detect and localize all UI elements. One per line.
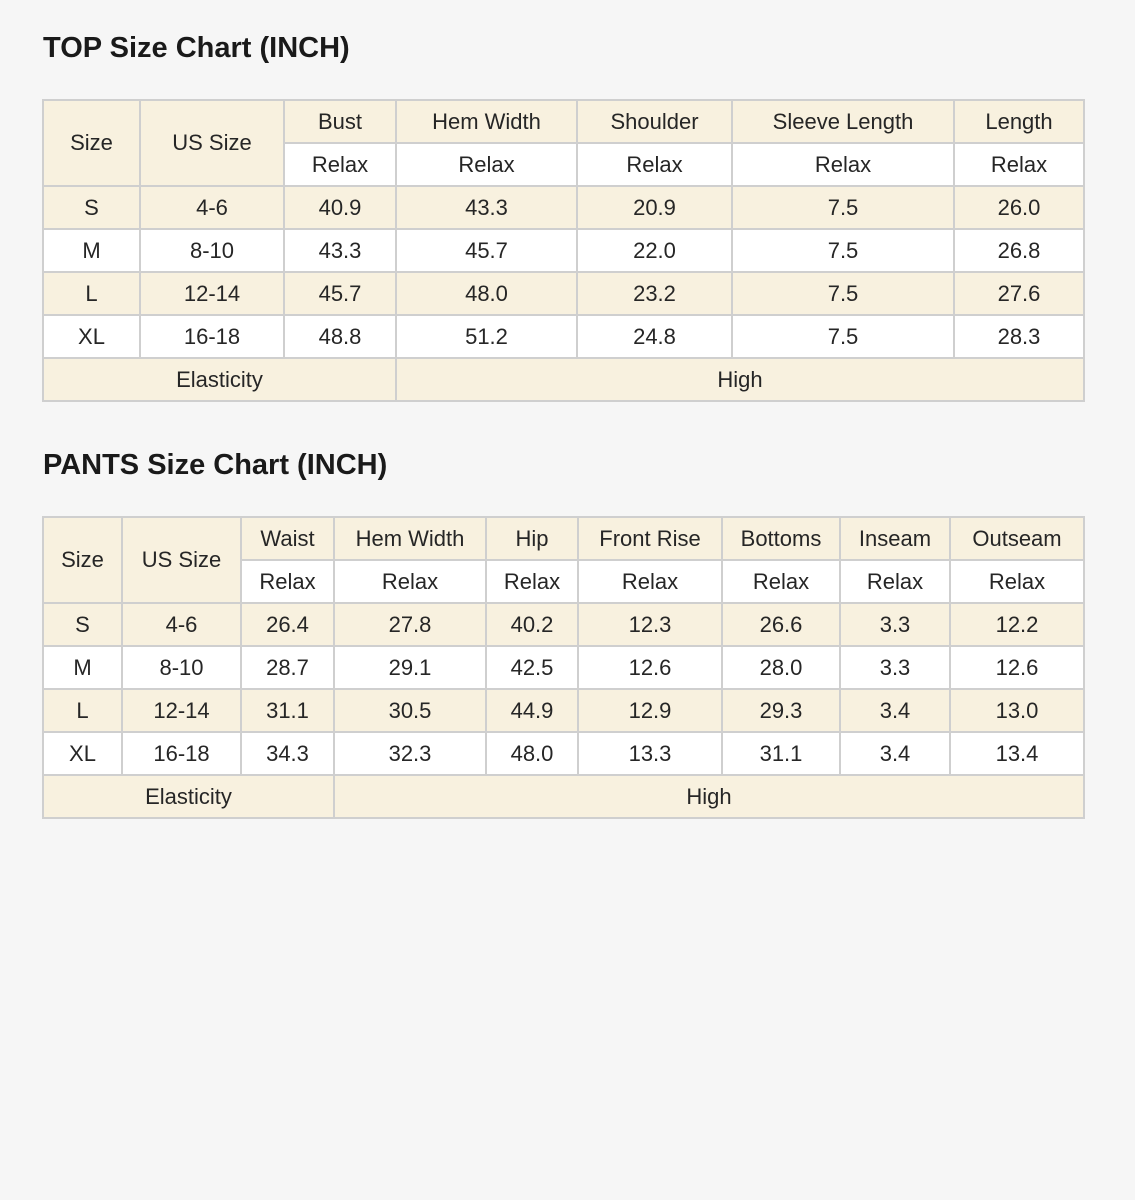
- hip-header: Hip: [486, 517, 578, 560]
- value-cell: 26.8: [954, 229, 1084, 272]
- value-cell: 12.6: [950, 646, 1084, 689]
- size-cell: L: [43, 272, 140, 315]
- value-cell: 45.7: [284, 272, 396, 315]
- value-cell: 12.6: [578, 646, 722, 689]
- bust-header: Bust: [284, 100, 396, 143]
- value-cell: 40.9: [284, 186, 396, 229]
- top-size-chart-title: TOP Size Chart (INCH): [43, 32, 350, 64]
- value-cell: 43.3: [396, 186, 577, 229]
- top-size-table: [42, 99, 1085, 402]
- us-size-cell: 16-18: [140, 315, 284, 358]
- value-cell: 7.5: [732, 229, 954, 272]
- value-cell: 13.4: [950, 732, 1084, 775]
- us-size-cell: 16-18: [122, 732, 241, 775]
- table-row: [43, 732, 1084, 775]
- table-row: [43, 689, 1084, 732]
- outseam-header: Outseam: [950, 517, 1084, 560]
- fit-label: Relax: [241, 560, 334, 603]
- us-size-cell: 12-14: [122, 689, 241, 732]
- size-cell: L: [43, 689, 122, 732]
- value-cell: 12.2: [950, 603, 1084, 646]
- table-header-row: [43, 517, 1084, 560]
- fit-label: Relax: [732, 143, 954, 186]
- value-cell: 29.1: [334, 646, 486, 689]
- pants-size-table: [42, 516, 1085, 819]
- fit-label: Relax: [722, 560, 840, 603]
- value-cell: 44.9: [486, 689, 578, 732]
- elasticity-label: Elasticity: [43, 775, 334, 818]
- value-cell: 12.9: [578, 689, 722, 732]
- table-row: [43, 272, 1084, 315]
- us-size-cell: 4-6: [140, 186, 284, 229]
- elasticity-label: Elasticity: [43, 358, 396, 401]
- value-cell: 34.3: [241, 732, 334, 775]
- inseam-header: Inseam: [840, 517, 950, 560]
- value-cell: 45.7: [396, 229, 577, 272]
- value-cell: 27.6: [954, 272, 1084, 315]
- value-cell: 30.5: [334, 689, 486, 732]
- value-cell: 31.1: [722, 732, 840, 775]
- hem-width-header: Hem Width: [396, 100, 577, 143]
- value-cell: 3.3: [840, 646, 950, 689]
- us-size-cell: 12-14: [140, 272, 284, 315]
- fit-label: Relax: [396, 143, 577, 186]
- table-header-row: [43, 100, 1084, 143]
- length-header: Length: [954, 100, 1084, 143]
- size-cell: M: [43, 646, 122, 689]
- value-cell: 40.2: [486, 603, 578, 646]
- fit-label: Relax: [950, 560, 1084, 603]
- elasticity-row: [43, 775, 1084, 818]
- value-cell: 48.8: [284, 315, 396, 358]
- value-cell: 22.0: [577, 229, 732, 272]
- elasticity-value: High: [334, 775, 1084, 818]
- table-row: [43, 186, 1084, 229]
- value-cell: 7.5: [732, 272, 954, 315]
- size-cell: XL: [43, 732, 122, 775]
- size-header: Size: [43, 100, 140, 186]
- hem-width-header: Hem Width: [334, 517, 486, 560]
- value-cell: 42.5: [486, 646, 578, 689]
- value-cell: 28.0: [722, 646, 840, 689]
- us-size-header: US Size: [140, 100, 284, 186]
- pants-size-chart-title: PANTS Size Chart (INCH): [43, 449, 388, 481]
- value-cell: 3.4: [840, 689, 950, 732]
- value-cell: 13.0: [950, 689, 1084, 732]
- elasticity-value: High: [396, 358, 1084, 401]
- size-header: Size: [43, 517, 122, 603]
- value-cell: 26.4: [241, 603, 334, 646]
- table-row: [43, 315, 1084, 358]
- fit-label: Relax: [954, 143, 1084, 186]
- shoulder-header: Shoulder: [577, 100, 732, 143]
- fit-label: Relax: [486, 560, 578, 603]
- value-cell: 29.3: [722, 689, 840, 732]
- us-size-cell: 8-10: [140, 229, 284, 272]
- value-cell: 3.4: [840, 732, 950, 775]
- us-size-cell: 8-10: [122, 646, 241, 689]
- size-cell: M: [43, 229, 140, 272]
- value-cell: 3.3: [840, 603, 950, 646]
- value-cell: 43.3: [284, 229, 396, 272]
- size-cell: S: [43, 603, 122, 646]
- front-rise-header: Front Rise: [578, 517, 722, 560]
- table-row: [43, 229, 1084, 272]
- table-row: [43, 603, 1084, 646]
- sleeve-length-header: Sleeve Length: [732, 100, 954, 143]
- waist-header: Waist: [241, 517, 334, 560]
- value-cell: 24.8: [577, 315, 732, 358]
- value-cell: 13.3: [578, 732, 722, 775]
- value-cell: 23.2: [577, 272, 732, 315]
- fit-label: Relax: [284, 143, 396, 186]
- value-cell: 31.1: [241, 689, 334, 732]
- fit-label: Relax: [577, 143, 732, 186]
- elasticity-row: [43, 358, 1084, 401]
- size-cell: XL: [43, 315, 140, 358]
- value-cell: 20.9: [577, 186, 732, 229]
- value-cell: 7.5: [732, 186, 954, 229]
- value-cell: 12.3: [578, 603, 722, 646]
- fit-label: Relax: [840, 560, 950, 603]
- value-cell: 32.3: [334, 732, 486, 775]
- value-cell: 51.2: [396, 315, 577, 358]
- value-cell: 26.0: [954, 186, 1084, 229]
- value-cell: 28.7: [241, 646, 334, 689]
- us-size-cell: 4-6: [122, 603, 241, 646]
- bottoms-header: Bottoms: [722, 517, 840, 560]
- value-cell: 48.0: [486, 732, 578, 775]
- fit-label: Relax: [578, 560, 722, 603]
- fit-label: Relax: [334, 560, 486, 603]
- value-cell: 7.5: [732, 315, 954, 358]
- value-cell: 28.3: [954, 315, 1084, 358]
- table-row: [43, 646, 1084, 689]
- value-cell: 27.8: [334, 603, 486, 646]
- value-cell: 26.6: [722, 603, 840, 646]
- size-cell: S: [43, 186, 140, 229]
- us-size-header: US Size: [122, 517, 241, 603]
- value-cell: 48.0: [396, 272, 577, 315]
